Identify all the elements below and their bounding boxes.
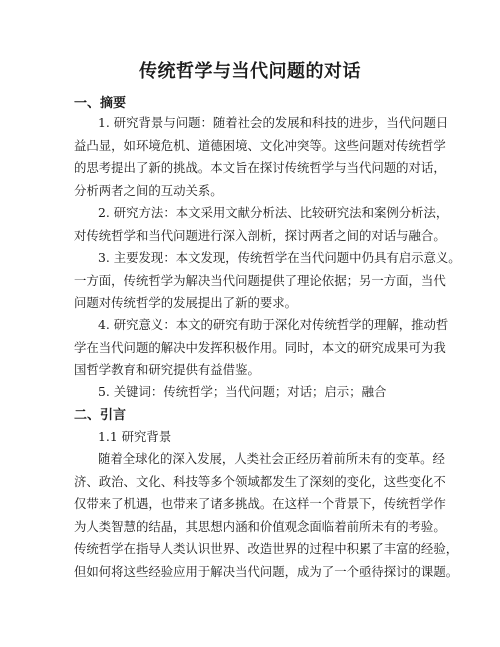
paragraph-line: 的思考提出了新的挑战。本文旨在探讨传统哲学与当代问题的对话， (74, 160, 446, 175)
document-title: 传统哲学与当代问题的对话 (139, 61, 361, 82)
paragraph-line: 学在当代问题的解决中发挥积极作用。同时，本文的研究成果可为我 (74, 339, 446, 355)
paragraph-line: 为人类智慧的结晶，其思想内涵和价值观念面临着前所未有的考验。 (74, 518, 446, 534)
paragraph-line: 3. 主要发现：本文发现，传统哲学在当代问题中仍具有启示意义。 (98, 250, 461, 265)
abstract-item-significance (74, 314, 449, 382)
intro-heading: 二、引言 (74, 408, 127, 423)
abstract-item-keywords (74, 381, 434, 404)
paragraph-line: 益凸显，如环境危机、道德困境、文化冲突等。这些问题对传统哲学 (74, 137, 446, 153)
paragraph-line: 但如何将这些经验应用于解决当代问题，成为了一个亟待探讨的课题。 (74, 563, 459, 579)
paragraph-line: 济、政治、文化、科技等多个领域都发生了深刻的变化，这些变化不 (74, 473, 446, 489)
paragraph-line: 国哲学教育和研究提供有益借鉴。 (74, 362, 260, 377)
paragraph-line: 分析两者之间的互动关系。 (74, 182, 223, 198)
paragraph-line: 5. 关键词：传统哲学；当代问题；对话；启示；融合 (98, 384, 387, 399)
paragraph-line: 1. 研究背景与问题：随着社会的发展和科技的进步，当代问题日 (98, 115, 449, 130)
abstract-heading: 一、摘要 (74, 96, 127, 111)
subsection-title: 1.1 研究背景 (98, 429, 172, 444)
paragraph-line: 仅带来了机遇，也带来了诸多挑战。在这样一个背景下，传统哲学作 (74, 496, 446, 511)
abstract-item-method (74, 202, 449, 247)
abstract-item-findings (74, 247, 461, 315)
paragraph-line: 2. 研究方法：本文采用文献分析法、比较研究法和案例分析法， (98, 205, 449, 220)
intro-paragraph (74, 448, 459, 583)
paragraph-line: 随着全球化的深入发展，人类社会正经历着前所未有的变革。经 (98, 451, 445, 466)
paragraph-line: 问题对传统哲学的发展提出了新的要求。 (74, 295, 298, 310)
paragraph-line: 4. 研究意义：本文的研究有助于深化对传统哲学的理解，推动哲 (98, 317, 449, 332)
subsection-heading (74, 426, 434, 449)
paragraph-line: 传统哲学在指导人类认识世界、改造世界的过程中积累了丰富的经验， (74, 541, 459, 556)
paragraph-line: 一方面，传统哲学为解决当代问题提供了理论依据；另一方面，当代 (74, 272, 446, 288)
paragraph-line: 对传统哲学和当代问题进行深入剖析，探讨两者之间的对话与融合。 (74, 227, 446, 243)
abstract-item-background (74, 112, 449, 202)
